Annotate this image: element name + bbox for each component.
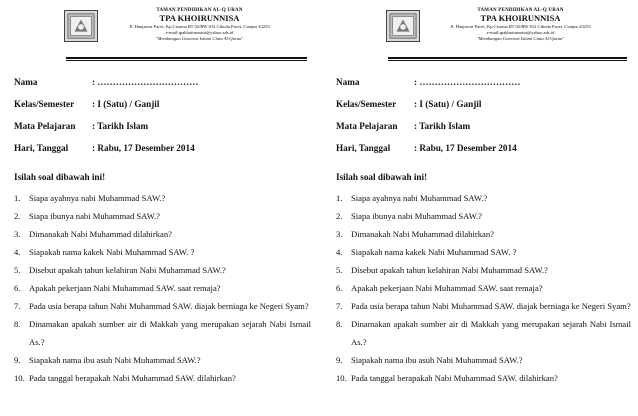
question-number: 8.: [336, 319, 343, 329]
question-item: [14, 297, 311, 315]
question-number: 2.: [14, 211, 21, 221]
letterhead-school-name: TPA KHOIRUNNISA: [480, 13, 561, 24]
info-label: Nama: [336, 77, 360, 87]
question-text: Pada tanggal berapakah Nabi Muhammad SAW. dilahirkan?: [351, 373, 558, 383]
info-value: : Tarikh Islam: [414, 121, 471, 131]
question-number: 1.: [336, 193, 343, 203]
letterhead-email: e-mail:tpakhoirunnisa@yahoo.ads.id: [165, 29, 234, 35]
info-value: : I (Satu) / Ganjil: [414, 99, 482, 109]
question-item: [14, 225, 311, 243]
question-item: [336, 261, 631, 279]
question-item: [336, 279, 631, 297]
question-item: [14, 369, 311, 387]
question-item: [336, 315, 631, 351]
info-value: : ……………………………: [92, 77, 199, 87]
question-item: [336, 207, 631, 225]
letterhead-address: Jl. Hanjawar Pacet, Kp.Cisarua RT 02/RW 012 Ciboda Pacet, Cianjur 43253: [129, 24, 270, 30]
info-row-name: [14, 71, 311, 93]
info-row-subject: [14, 115, 311, 137]
question-number: 7.: [336, 301, 343, 311]
question-text: Siapa ayahnya nabi Muhammad SAW.?: [351, 193, 488, 203]
info-value: : Rabu, 17 Desember 2014: [92, 143, 195, 153]
info-value: : ……………………………: [414, 77, 521, 87]
info-value: : Rabu, 17 Desember 2014: [414, 143, 517, 153]
question-text: Dinamakan apakah sumber air di Makkah yang merupakan sejarah Nabi Ismail As.?: [29, 319, 311, 347]
question-text: Dimanakah Nabi Muhammad dilahirkan?: [351, 229, 494, 239]
info-row-name: [336, 71, 631, 93]
question-number: 10.: [14, 373, 25, 383]
letterhead-text: [92, 8, 307, 42]
info-row-class: [336, 93, 631, 115]
question-item: [336, 243, 631, 261]
letterhead-institution: TAMAN PENDIDIKAN AL-Q URAN: [156, 8, 243, 13]
question-text: Pada usia berapa tahun Nabi Muhammad SAW. diajak berniaga ke Negeri Syam?: [29, 301, 309, 311]
info-label: Mata Pelajaran: [14, 121, 76, 131]
letterhead: [66, 0, 307, 59]
question-number: 3.: [336, 229, 343, 239]
question-text: Siapa ayahnya nabi Muhammad SAW.?: [29, 193, 166, 203]
question-text: Siapa ibunya nabi Muhammad SAW.?: [29, 211, 160, 221]
letterhead-address: Jl. Hanjawar Pacet, Kp.Cisarua RT 02/RW 012 Ciboda Pacet, Cianjur 43253: [450, 24, 591, 30]
question-list: [336, 189, 631, 387]
question-text: Dimanakah Nabi Muhammad dilahirkan?: [29, 229, 172, 239]
instruction-text: Isilah soal dibawah ini!: [14, 172, 106, 182]
question-number: 6.: [14, 283, 21, 293]
question-item: [14, 189, 311, 207]
question-number: 3.: [14, 229, 21, 239]
info-label: Hari, Tanggal: [336, 143, 391, 153]
letterhead-text: [414, 8, 627, 42]
question-text: Siapakah nama kakek Nabi Muhammad SAW. ?: [351, 247, 517, 257]
letterhead-motto: "Membangun Generasi Islami Cinta Al-Quran": [155, 35, 244, 41]
question-number: 1.: [14, 193, 21, 203]
question-text: Disebut apakah tahun kelahiran Nabi Muhammad SAW.?: [29, 265, 226, 275]
question-number: 4.: [336, 247, 343, 257]
info-label: Nama: [14, 77, 38, 87]
question-item: [336, 189, 631, 207]
info-label: Kelas/Semester: [336, 99, 397, 109]
question-number: 9.: [336, 355, 343, 365]
question-text: Pada tanggal berapakah Nabi Muhammad SAW. dilahirkan?: [29, 373, 236, 383]
student-info: [336, 71, 631, 159]
question-number: 5.: [336, 265, 343, 275]
question-text: Disebut apakah tahun kelahiran Nabi Muhammad SAW.?: [351, 265, 548, 275]
letterhead-institution: TAMAN PENDIDIKAN AL-Q URAN: [477, 8, 564, 13]
question-text: Dinamakan apakah sumber air di Makkah yang merupakan sejarah Nabi Ismail As.?: [351, 319, 631, 347]
info-row-date: [14, 137, 311, 159]
info-value: : I (Satu) / Ganjil: [92, 99, 160, 109]
question-item: [336, 351, 631, 369]
question-item: [14, 261, 311, 279]
question-text: Siapa ibunya nabi Muhammad SAW.?: [351, 211, 482, 221]
question-text: Apakah pekerjaan Nabi Muhammad SAW. saat remaja?: [351, 283, 543, 293]
question-number: 2.: [336, 211, 343, 221]
question-number: 8.: [14, 319, 21, 329]
question-text: Pada usia berapa tahun Nabi Muhammad SAW. diajak berniaga ke Negeri Syam?: [351, 301, 631, 311]
question-text: Siapakah nama kakek Nabi Muhammad SAW. ?: [29, 247, 195, 257]
letterhead: [388, 0, 627, 59]
question-item: [336, 369, 631, 387]
question-number: 10.: [336, 373, 347, 383]
question-item: [14, 243, 311, 261]
info-label: Mata Pelajaran: [336, 121, 398, 131]
letterhead-email: e-mail:tpakhoirunnisa@yahoo.ads.id: [486, 29, 555, 35]
letterhead-motto: "Membangun Generasi Islami Cinta Al-Quran": [476, 35, 565, 41]
question-list: [14, 189, 311, 387]
question-item: [14, 279, 311, 297]
info-label: Kelas/Semester: [14, 99, 75, 109]
question-text: Siapakah nama ibu asuh Nabi Muhammad SAW.?: [29, 355, 201, 365]
info-row-class: [14, 93, 311, 115]
question-number: 9.: [14, 355, 21, 365]
question-number: 4.: [14, 247, 21, 257]
info-row-subject: [336, 115, 631, 137]
question-item: [336, 297, 631, 315]
question-item: [14, 315, 311, 351]
worksheet-right: [320, 0, 638, 416]
question-number: 5.: [14, 265, 21, 275]
question-number: 7.: [14, 301, 21, 311]
info-row-date: [336, 137, 631, 159]
question-text: Apakah pekerjaan Nabi Muhammad SAW. saat remaja?: [29, 283, 221, 293]
question-number: 6.: [336, 283, 343, 293]
question-text: Siapakah nama ibu asuh Nabi Muhammad SAW.?: [351, 355, 523, 365]
question-item: [14, 351, 311, 369]
question-item: [336, 225, 631, 243]
question-item: [14, 207, 311, 225]
info-value: : Tarikh Islam: [92, 121, 149, 131]
instruction-text: Isilah soal dibawah ini!: [336, 172, 428, 182]
letterhead-school-name: TPA KHOIRUNNISA: [159, 13, 240, 24]
student-info: [14, 71, 311, 159]
info-label: Hari, Tanggal: [14, 143, 69, 153]
